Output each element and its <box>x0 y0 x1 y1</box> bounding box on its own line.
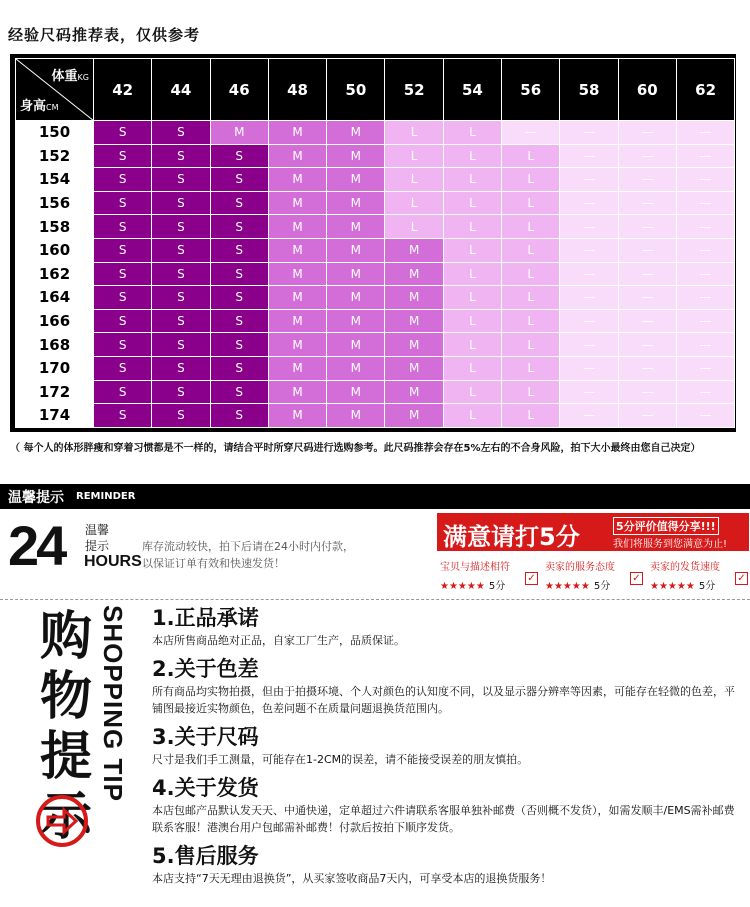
size-cell: S <box>94 309 152 333</box>
size-cell: — <box>676 356 734 380</box>
size-cell: — <box>560 309 618 333</box>
size-cell: — <box>618 286 676 310</box>
size-cell: L <box>385 168 443 192</box>
sat-sub: 我们将服务到您满意为止! <box>613 539 728 550</box>
height-row-header: 166 <box>16 309 94 333</box>
size-cell: M <box>385 356 443 380</box>
size-cell: — <box>560 215 618 239</box>
size-cell: L <box>502 309 560 333</box>
reminder-title-en: REMINDER <box>76 491 136 502</box>
size-cell: L <box>443 238 501 262</box>
size-cell: S <box>94 144 152 168</box>
size-cell: M <box>268 309 326 333</box>
size-cell: M <box>327 215 385 239</box>
size-cell: M <box>327 356 385 380</box>
size-cell: L <box>385 215 443 239</box>
size-cell: — <box>560 262 618 286</box>
size-cell: M <box>385 238 443 262</box>
size-cell: — <box>560 380 618 404</box>
size-cell: S <box>152 144 210 168</box>
table-row <box>16 191 735 215</box>
height-header: 身高CM <box>20 99 59 114</box>
size-cell: S <box>210 191 268 215</box>
table-row <box>16 121 735 145</box>
tip-item: 3.关于尺码 尺寸是我们手工测量，可能存在1-2CM的误差，请不能接受误差的朋友慎拍。 <box>152 725 529 766</box>
table-row <box>16 144 735 168</box>
size-cell: — <box>676 404 734 428</box>
ratings-row <box>440 558 750 594</box>
size-cell: — <box>618 215 676 239</box>
size-cell: — <box>618 262 676 286</box>
arrow-right-icon <box>36 795 88 847</box>
sat-big-text: 满意请打5分 <box>443 523 580 551</box>
size-cell: S <box>152 121 210 145</box>
size-grid <box>15 58 735 428</box>
table-row <box>16 333 735 357</box>
size-cell: M <box>210 121 268 145</box>
size-cell: S <box>94 121 152 145</box>
size-cell: M <box>385 380 443 404</box>
size-cell: M <box>268 168 326 192</box>
size-cell: M <box>327 168 385 192</box>
size-cell: S <box>94 215 152 239</box>
check-icon: ✓ <box>525 572 538 585</box>
size-cell: M <box>385 404 443 428</box>
table-row <box>16 215 735 239</box>
size-cell: M <box>268 286 326 310</box>
height-row-header: 152 <box>16 144 94 168</box>
size-cell: — <box>560 238 618 262</box>
size-cell: L <box>443 191 501 215</box>
size-cell: M <box>268 356 326 380</box>
size-cell: L <box>443 144 501 168</box>
size-cell: L <box>502 286 560 310</box>
height-row-header: 174 <box>16 404 94 428</box>
weight-col-header: 56 <box>502 59 560 121</box>
size-cell: — <box>676 191 734 215</box>
size-cell: S <box>152 404 210 428</box>
wx-label: 温馨 提示 <box>85 523 110 553</box>
size-cell: S <box>94 380 152 404</box>
table-row <box>16 286 735 310</box>
size-cell: — <box>618 191 676 215</box>
reminder-bar <box>0 484 750 509</box>
rating-item: 卖家的服务态度 ★★★★★ 5分 ✓ <box>545 558 645 592</box>
height-row-header: 150 <box>16 121 94 145</box>
size-cell: L <box>502 191 560 215</box>
size-cell: L <box>502 356 560 380</box>
size-cell: M <box>268 238 326 262</box>
size-cell: M <box>385 286 443 310</box>
size-cell: S <box>152 309 210 333</box>
size-cell: M <box>385 262 443 286</box>
size-cell: S <box>152 215 210 239</box>
size-cell: M <box>268 262 326 286</box>
weight-col-header: 44 <box>152 59 210 121</box>
rating-item: 卖家的发货速度 ★★★★★ 5分 ✓ <box>650 558 750 592</box>
size-cell: S <box>152 286 210 310</box>
size-cell: L <box>443 121 501 145</box>
size-cell: M <box>327 309 385 333</box>
size-cell: — <box>560 356 618 380</box>
height-row-header: 162 <box>16 262 94 286</box>
size-cell: M <box>327 191 385 215</box>
size-cell: — <box>618 238 676 262</box>
size-cell: M <box>327 121 385 145</box>
height-row-header: 154 <box>16 168 94 192</box>
table-row <box>16 262 735 286</box>
size-cell: — <box>560 404 618 428</box>
height-row-header: 164 <box>16 286 94 310</box>
size-cell: S <box>210 309 268 333</box>
table-row <box>16 404 735 428</box>
size-cell: M <box>327 262 385 286</box>
satisfaction-banner <box>437 513 749 551</box>
height-row-header: 168 <box>16 333 94 357</box>
size-cell: L <box>443 215 501 239</box>
size-cell: — <box>618 333 676 357</box>
size-cell: S <box>210 168 268 192</box>
size-cell: — <box>676 168 734 192</box>
table-row <box>16 238 735 262</box>
size-cell: — <box>676 238 734 262</box>
size-cell: L <box>502 238 560 262</box>
weight-col-header: 60 <box>618 59 676 121</box>
size-cell: — <box>676 309 734 333</box>
size-cell: L <box>502 168 560 192</box>
size-cell: M <box>268 144 326 168</box>
size-cell: — <box>560 333 618 357</box>
size-cell: — <box>560 144 618 168</box>
size-cell: — <box>676 380 734 404</box>
tip-item: 5.售后服务 本店支持“7天无理由退换货”，从买家签收商品7天内，可享受本店的退换货服务！ <box>152 844 552 885</box>
size-cell: L <box>385 144 443 168</box>
size-cell: L <box>502 144 560 168</box>
size-cell: M <box>327 380 385 404</box>
size-cell: L <box>443 309 501 333</box>
size-cell: — <box>618 380 676 404</box>
size-cell: S <box>210 380 268 404</box>
size-cell: L <box>385 121 443 145</box>
size-cell: M <box>268 380 326 404</box>
height-row-header: 156 <box>16 191 94 215</box>
size-cell: — <box>676 286 734 310</box>
size-cell: — <box>676 144 734 168</box>
size-chart <box>10 54 736 432</box>
size-cell: S <box>94 286 152 310</box>
size-cell: L <box>443 262 501 286</box>
size-cell: S <box>152 333 210 357</box>
size-cell: L <box>502 215 560 239</box>
size-cell: S <box>210 333 268 357</box>
size-cell: M <box>385 333 443 357</box>
size-cell: S <box>210 356 268 380</box>
reminder-title: 温馨提示 <box>8 490 64 506</box>
size-cell: L <box>502 404 560 428</box>
size-cell: M <box>327 144 385 168</box>
size-cell: M <box>385 309 443 333</box>
size-cell: — <box>560 168 618 192</box>
check-icon: ✓ <box>735 572 748 585</box>
size-cell: L <box>502 262 560 286</box>
weight-col-header: 54 <box>443 59 501 121</box>
size-cell: L <box>443 356 501 380</box>
table-row <box>16 309 735 333</box>
size-cell: M <box>268 121 326 145</box>
big-24: 24 <box>8 514 65 577</box>
size-cell: — <box>502 121 560 145</box>
size-cell: M <box>268 191 326 215</box>
size-cell: — <box>618 309 676 333</box>
size-cell: L <box>443 286 501 310</box>
size-cell: S <box>94 262 152 286</box>
size-cell: S <box>152 168 210 192</box>
divider <box>0 599 750 600</box>
size-cell: S <box>94 356 152 380</box>
size-cell: S <box>152 356 210 380</box>
size-cell: M <box>327 333 385 357</box>
size-cell: L <box>502 380 560 404</box>
shopping-vertical-en: SHOPPING TIP <box>98 605 128 802</box>
stock-note: 库存流动较快，拍下后请在24小时内付款， 以保证订单有效和快速发货！ <box>142 540 354 570</box>
corner-cell <box>16 59 94 121</box>
rating-item: 宝贝与描述相符 ★★★★★ 5分 ✓ <box>440 558 540 592</box>
size-cell: — <box>618 356 676 380</box>
size-cell: — <box>618 404 676 428</box>
size-cell: M <box>268 333 326 357</box>
height-row-header: 160 <box>16 238 94 262</box>
weight-header: 体重KG <box>51 69 89 84</box>
size-cell: S <box>94 191 152 215</box>
size-cell: — <box>618 144 676 168</box>
size-cell: — <box>676 121 734 145</box>
size-cell: S <box>210 144 268 168</box>
size-cell: S <box>210 238 268 262</box>
size-cell: L <box>443 404 501 428</box>
page-title: 经验尺码推荐表，仅供参考 <box>8 26 201 44</box>
weight-col-header: 46 <box>210 59 268 121</box>
size-cell: M <box>327 286 385 310</box>
shopping-vertical-title: 购物提示 <box>39 607 92 847</box>
weight-col-header: 58 <box>560 59 618 121</box>
size-cell: S <box>152 191 210 215</box>
tip-item: 1.正品承诺 本店所售商品绝对正品，自家工厂生产，品质保证。 <box>152 606 405 647</box>
size-cell: — <box>618 168 676 192</box>
size-cell: S <box>152 262 210 286</box>
weight-col-header: 50 <box>327 59 385 121</box>
size-cell: — <box>676 215 734 239</box>
size-cell: S <box>94 404 152 428</box>
tip-item: 4.关于发货 本店包邮产品默认发天天、中通快递，定单超过六件请联系客服单独补邮费（否则概不发货），如需发顺丰/EMS需补邮费联系客服！港澳台用户包邮需补邮费！付款后按拍下顺序发货。 <box>152 776 735 834</box>
size-cell: M <box>268 215 326 239</box>
size-cell: S <box>210 262 268 286</box>
size-cell: S <box>210 404 268 428</box>
size-cell: — <box>676 262 734 286</box>
weight-col-header: 48 <box>268 59 326 121</box>
size-cell: S <box>94 333 152 357</box>
height-row-header: 170 <box>16 356 94 380</box>
size-cell: S <box>94 168 152 192</box>
size-note: （ 每个人的体形胖瘦和穿着习惯都是不一样的，请结合平时所穿尺码进行选购参考。此尺码推荐会存在5%左右的不合身风险，拍下大小最终由您自己决定） <box>10 443 701 454</box>
check-icon: ✓ <box>630 572 643 585</box>
hours-label: HOURS <box>84 553 142 570</box>
size-cell: S <box>152 238 210 262</box>
size-cell: L <box>385 191 443 215</box>
table-row <box>16 380 735 404</box>
tips-list <box>152 604 742 893</box>
height-row-header: 172 <box>16 380 94 404</box>
sat-tag: 5分评价值得分享!!! <box>613 517 719 535</box>
tip-item: 2.关于色差 所有商品均实物拍摄，但由于拍摄环境、个人对颜色的认知度不同，以及显示器分辨率等因素，可能存在轻微的色差，平铺图最接近实物颜色，色差问题不在质量问题退换货范围内。 <box>152 657 735 715</box>
weight-col-header: 52 <box>385 59 443 121</box>
size-cell: S <box>210 286 268 310</box>
size-cell: — <box>560 286 618 310</box>
height-row-header: 158 <box>16 215 94 239</box>
size-cell: L <box>443 333 501 357</box>
size-cell: L <box>443 168 501 192</box>
size-cell: — <box>560 121 618 145</box>
weight-col-header: 42 <box>94 59 152 121</box>
weight-col-header: 62 <box>676 59 734 121</box>
size-cell: S <box>210 215 268 239</box>
size-cell: L <box>502 333 560 357</box>
table-row <box>16 356 735 380</box>
size-cell: L <box>443 380 501 404</box>
size-cell: M <box>327 404 385 428</box>
size-cell: — <box>560 191 618 215</box>
size-cell: M <box>327 238 385 262</box>
table-row <box>16 168 735 192</box>
size-cell: M <box>268 404 326 428</box>
size-cell: S <box>94 238 152 262</box>
size-cell: S <box>152 380 210 404</box>
size-cell: — <box>618 121 676 145</box>
size-cell: — <box>676 333 734 357</box>
